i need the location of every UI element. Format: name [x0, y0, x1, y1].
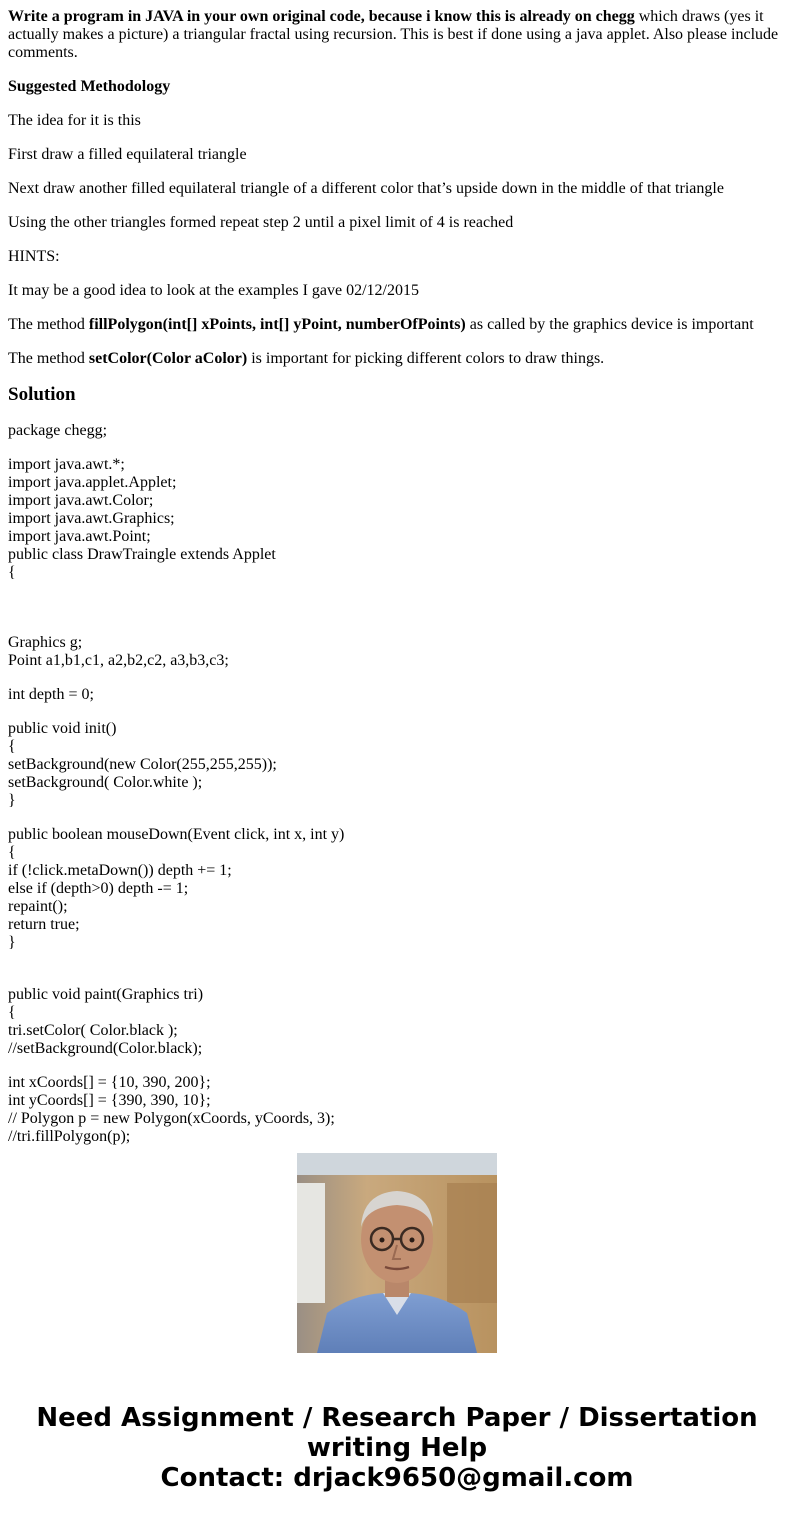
code-line: public void paint(Graphics tri) — [8, 986, 204, 1003]
code-line: { — [8, 564, 16, 581]
author-avatar — [297, 1153, 497, 1353]
promo-contact: Contact: drjack9650@gmail.com — [160, 1463, 634, 1493]
code-line: if (!click.metaDown()) depth += 1; — [8, 862, 232, 879]
hint-set-color: The method setColor(Color aColor) is important for picking different colors to draw things. — [8, 350, 605, 367]
code-block — [8, 634, 786, 670]
code-line: { — [8, 738, 16, 755]
code-line: import java.awt.Point; — [8, 528, 151, 545]
hints-label: HINTS: — [8, 248, 60, 265]
code-line: public void init() — [8, 720, 117, 737]
methodology-heading: Suggested Methodology — [8, 78, 171, 95]
code-line: import java.awt.Graphics; — [8, 510, 175, 527]
code-line: setBackground( Color.white ); — [8, 774, 203, 791]
code-line: //tri.fillPolygon(p); — [8, 1128, 131, 1145]
code-line: public class DrawTraingle extends Applet — [8, 546, 276, 563]
code-line: //setBackground(Color.black); — [8, 1040, 203, 1057]
code-block — [8, 686, 786, 704]
promo-line: Need Assignment / Research Paper / Dissertation — [36, 1403, 758, 1433]
code-line: int depth = 0; — [8, 686, 94, 703]
question-content — [8, 8, 786, 1145]
code-line: return true; — [8, 916, 80, 933]
code-line: int xCoords[] = {10, 390, 200}; — [8, 1074, 211, 1091]
code-line: else if (depth>0) depth -= 1; — [8, 880, 189, 897]
avatar-portrait — [297, 1153, 497, 1353]
code-block — [8, 456, 786, 618]
question-line: First draw a filled equilateral triangle — [8, 146, 247, 163]
code-line: repaint(); — [8, 898, 68, 915]
question-intro-rest: which draws (yes it actually makes a picture) a triangular fractal using recursion. This is best if done using a java applet. Also please include comments. — [8, 8, 779, 61]
code-line — [8, 582, 786, 600]
solution-heading: Solution — [8, 384, 76, 405]
code-line: Point a1,b1,c1, a2,b2,c2, a3,b3,c3; — [8, 652, 229, 669]
code-line: package chegg; — [8, 422, 108, 439]
code-line: import java.applet.Applet; — [8, 474, 177, 491]
question-line: The idea for it is this — [8, 112, 141, 129]
code-line: import java.awt.*; — [8, 456, 125, 473]
code-line — [8, 600, 786, 618]
code-line: } — [8, 792, 16, 809]
code-block — [8, 422, 786, 440]
code-line: tri.setColor( Color.black ); — [8, 1022, 178, 1039]
code-block — [8, 1074, 786, 1146]
question-intro-bold: Write a program in JAVA in your own original code, because i know this is already on chegg — [8, 8, 635, 25]
code-line: Graphics g; — [8, 634, 83, 651]
code-line — [8, 952, 786, 970]
code-line: setBackground(new Color(255,255,255)); — [8, 756, 277, 773]
code-line: { — [8, 844, 16, 861]
code-line: { — [8, 1004, 16, 1021]
code-line: // Polygon p = new Polygon(xCoords, yCoords, 3); — [8, 1110, 335, 1127]
solution-code — [8, 422, 786, 1146]
code-line: } — [8, 934, 16, 951]
promo-banner — [0, 1403, 794, 1493]
question-intro — [8, 8, 786, 62]
hint-fill-polygon: The method fillPolygon(int[] xPoints, int[] yPoint, numberOfPoints) as called by the graphics device is important — [8, 316, 754, 333]
question-line: Using the other triangles formed repeat step 2 until a pixel limit of 4 is reached — [8, 214, 514, 231]
code-line: public boolean mouseDown(Event click, int x, int y) — [8, 826, 345, 843]
code-line: int yCoords[] = {390, 390, 10}; — [8, 1092, 211, 1109]
code-line: import java.awt.Color; — [8, 492, 154, 509]
question-line: It may be a good idea to look at the examples I gave 02/12/2015 — [8, 282, 419, 299]
code-block — [8, 986, 786, 1058]
promo-line: writing Help — [306, 1433, 488, 1463]
code-block — [8, 720, 786, 810]
code-block — [8, 826, 786, 970]
question-line: Next draw another filled equilateral triangle of a different color that’s upside down in the middle of that triangle — [8, 180, 724, 197]
